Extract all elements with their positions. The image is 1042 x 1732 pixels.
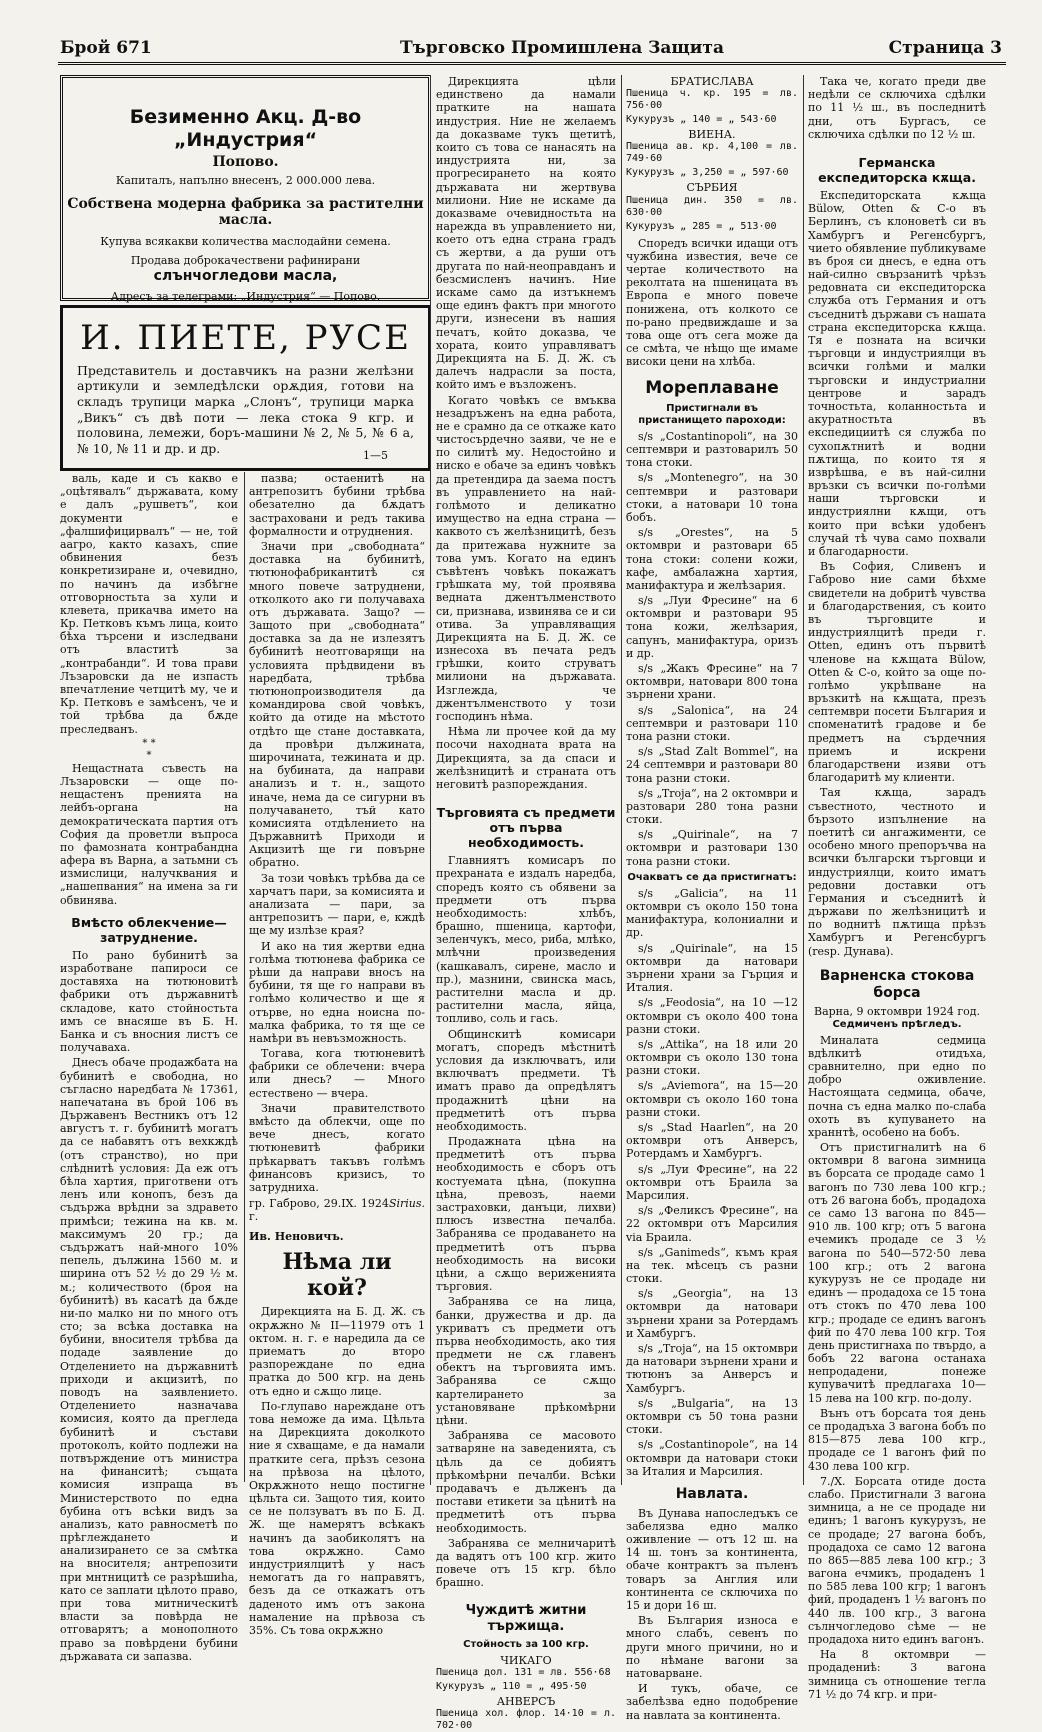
ship-entry: s/s „Galicia“, на 11 октомври съ около 150 тона манифактура, колониални и др. (626, 886, 798, 940)
heading-varnenska-borsa: Варненска стокова борса (819, 967, 975, 1001)
article-germanska-2: Въ София, Сливенъ и Габрово ние сами бѣхме свидетели на добритѣ чувства и благодарствения, съ които въ търговците и индустриялцитѣ преди г. Otten, единъ отъ първитѣ членове на кѫщата Bülow, Otten & C-o, който за още по-голѣмо укрѣпване на връзкитѣ на кѫщата, презъ септември посети България и споменатитѣ градове и бе предметъ на сърдечния приемъ и искрени благодарствени изяви отъ благодаритѣ му клиенти. (808, 560, 986, 785)
ship-entry: s/s „Montenegro“, на 30 септември и разтовари стоки, а натовари 10 тона бобъ. (626, 471, 798, 524)
chicago-wheat: Пшеница дол. 131 = лв. 556·68 (436, 1666, 611, 1678)
ship-entry: s/s „Troja“, на 15 октомври да натовари зърнени храни и тютюнъ за Анверсъ и Хамбургъ. (626, 1342, 798, 1395)
page-number: Страница 3 (888, 38, 1002, 58)
subheading-pristignali: Пристигнали въ пристанището пароходи: (638, 402, 786, 426)
article-nyama-5: Нѣма ли прочее кой да му посочи находната врата на Дирекцията, за да спаси и желѣзницитѣ и страната отъ неговитѣ разпореждания. (436, 725, 616, 791)
article-reporting: Споредъ всички идащи отъ чужбина известия, вече се чертае количеството на реколтата на пшеницата въ Европа е много повече понижена, отъ колкото се по-рано предвиждаше и за това още отъ сега може да се смѣта, че нѣщо ще имаме високи цени на хлѣба. (626, 236, 798, 369)
ship-entry: s/s „Bulgaria“, на 13 октомври съ 50 тона разни стоки. (626, 1396, 798, 1437)
ship-entry: s/s „Феликсъ Фресине“, на 22 октомври отъ Марсилия via Браила. (626, 1204, 798, 1244)
vienna-wheat: Пшеница ав. кр. 4,100 = лв. 749·60 (626, 141, 798, 165)
article-bubini-1: По рано бубинитѣ за изработване папироси се доставяха на тютюновитѣ фабрики отъ държавнитѣ складове, като стойностьта имъ се внасяше въ Б. Н. Банка и съ вносния листъ се получаваха. (60, 948, 238, 1055)
market-antwerp: АНВЕРСЪ (496, 1694, 556, 1708)
header-rule (58, 62, 1006, 65)
ad-industria-telegram: Адресъ за телеграми: „Индустрия“ — Попово. (110, 290, 381, 304)
ship-entry: s/s „Жакъ Фресине“ на 7 октомври, натовари 800 тона зърнени храни. (626, 662, 798, 702)
ship-entry: s/s „Troja“, на 2 октомври и разтовари 280 тона разни стоки. (626, 786, 798, 827)
borsa-date: Варна, 9 октомври 1924 год. (813, 1005, 981, 1019)
asterisk-divider: * * * (142, 737, 156, 761)
subheading-sedmichen: Седмиченъ прѣгледъ. (832, 1018, 962, 1030)
heading-vmesto-oblekchenie: Вмѣсто облекчение—затруднение. (71, 914, 227, 945)
ad-piete-name: И. ПИЕТЕ, РУСЕ (80, 318, 411, 358)
ship-entry: s/s „Quirinale“, на 15 октомври да натовари зърнени храни за Гърция и Италия. (626, 941, 798, 995)
bratislava-corn: Кукурузъ „ 140 = „ 543·60 (626, 114, 777, 126)
article-navla-3: И тукъ, обаче, се забелѣзва едно подобрение на навлата за континента. (626, 1682, 798, 1722)
heading-moreplavane: Мореплаване (645, 378, 779, 399)
article-bubini-3: пазва; остаенитѣ на антрепозитъ бубини трѣбва обезателно да бѫдатъ застраховани и редъ такива формалности и отруднения. (249, 472, 425, 538)
ship-entry: s/s „Луи Фресине“ на 6 октомври и разтовари 95 тона кожи, желѣзария, сапунъ, манифактура, оризъ и др. (626, 594, 798, 660)
subheading-stoynost: Стойность за 100 кгр. (463, 1638, 589, 1650)
article-bubini-4: Значи при „свободната“ доставка на бубинитѣ, тютюнофабрикантитѣ ся много повече затруднени, отколкото ако ги получаваха отъ държавата. Защо? — Защото при „свободната“ доставка за да не излезятъ бубинитѣ неотговарящи на условията прѣдвидени въ наредбата, трѣбва тютюнопроизводителя да командирова свой човѣкъ, който да отиде на мѣстото отдѣто ще стане доставката, да провѣри дължината, широчината, тежината и др. на бубината, да направи анализъ и т. н., защото иначе, нема да се сигурни въ получаването, тъй като комисията отдѣлението на Държавнитѣ Приходи и Акцизитѣ ще ги повърне обратно. (249, 539, 425, 870)
ship-entry: s/s „Aviemora“, на 15—20 октомври съ около 160 тона разни стоки. (626, 1079, 798, 1119)
ad-industria-factory: Собствена модерна фабрика за растителни масла. (67, 195, 424, 229)
ad-industria-oil: слънчогледови масла, (153, 267, 338, 284)
article-borsa-5: На 8 октомври — продадениѣ: 3 вагона зимница съ отношение тегла 71 ½ до 74 кгр. и при- (808, 1648, 986, 1701)
page-header (60, 38, 1002, 62)
heading-navlata: Навлата. (675, 1485, 749, 1502)
article-navla-1: Въ Дунава напоследъкъ се забелязва едно малко оживление — отъ 12 ш. на 14 ш. тонъ за континента, обаче контрактъ за пъленъ товаръ за Англия или континента се сключиха по 15 и дори 16 ш. (626, 1506, 798, 1612)
ship-entry: s/s „Georgia“, на 13 октомври да натовари зърнени храни за Ротердамъ и Хамбургъ. (626, 1287, 798, 1340)
ad-industria (60, 75, 431, 304)
article-targoviya-6: Забранява се мелничаритѣ да вадятъ отъ 100 кгр. жито повече отъ 15 кгр. бѣло брашно. (436, 1536, 616, 1590)
dateline (249, 1197, 425, 1223)
ship-entry: s/s „Attika“, на 18 или 20 октомври съ около 130 тона разни стоки. (626, 1037, 798, 1078)
column-1 (60, 472, 238, 1663)
signature-sirius: Sirius. (388, 1197, 425, 1211)
article-targoviya-2: Общинскитѣ комисари могатъ, споредъ мѣстнитѣ условия да изключватъ, или включватъ предмети. Тѣ иматъ право да опредѣлятъ продажнитѣ цѣни на предметитѣ отъ първа необходимость. (436, 1027, 616, 1133)
heading-chuzhdite-tarzhishta: Чуждитѣ житни тържища. (465, 1603, 587, 1635)
serbia-wheat: Пшеница дин. 350 = лв. 630·00 (626, 194, 798, 218)
chicago-corn: Кукурузъ „ 110 = „ 495·50 (436, 1680, 587, 1692)
article-lazarovski-end: валь, каде и съ какво е „оцѣтявалъ“ държавата, кому е далъ „рушветъ“, кои документи е „фалшифицирвалъ“ — не, той аагро, както казахъ, спие обвинения безъ конкретизиране и, очевидно, по начинъ да избѣгне отговорностьта за хули и клевета, прикачва името на Кр. Петковъ къмъ лица, които бѣха търсени и изследвани отъ властитѣ за „контрабанди“. И това прави Лъзаровски да не изпасть впечатление четцитѣ му, че и Кр. Петковъ е замѣсенъ, че и той трѣбва да бѫде преследванъ. (60, 472, 238, 736)
article-nyama-4: Когато човѣкъ се вмъква незадръженъ на една работа, не е срамно да се откаже като чистосърдечно заяви, че не е по силитѣ му. Недостойно и ниско е обаче за единъ човѣкъ да претендира да заема постъ въ управлението на най-голѣмото и деликатно имущество на една страна — каквото съ желѣзницитѣ, безъ да притежава нужните за това умъ. Когато на единъ съвѣтенъ човѣкъ покажатъ грѣшката му, той проявява ведната джентълменството си, признава, извинява се и си отива. За управляващия Дирекцията на Б. Д. Ж. се изнесоха въ печата редъ грѣшки, които струватъ милиони на държавата. Изглежда, че джентълменството у този господинъ нѣма. (436, 393, 616, 723)
article-bubini-7: Тогава, кога тютюневитѣ фабрики се облечени: вчера или днесь? — Много естествено — вчера. (249, 1047, 425, 1100)
article-borsa-1: Миналата седмица вдѣлкитѣ отидъха, сравнително, при едно по добро оживление. Настоящата седмица, обаче, почна съ една малко по-слаба охоть въ купуването на храннтѣ, особено на бобъ. (808, 1033, 986, 1139)
column-rule-3 (621, 75, 622, 1485)
ad-industria-capital: Капиталъ, напълно внесенъ, 2 000.000 лева. (115, 174, 376, 188)
heading-targoviyata: Търговията съ предмети отъ първа необходимость. (436, 805, 616, 851)
ad-piete-number: 1—5 (363, 448, 388, 462)
issue-number: Брой 671 (60, 38, 152, 58)
article-targoviya-1: Главниятъ комисаръ по прехраната е издалъ наредба, споредъ която съ обявени за предмети отъ първа необходимость: хлѣбъ, брашно, пшеница, картофи, зеленчукъ, месо, риба, млѣко, млѣчни произведения (кашкавалъ, сирене, масло и пр.), мазнини, свинска мась, растителни масла и др. растителни масла, яйца, топливо, соль и гась. (436, 854, 616, 1026)
ship-entry: s/s „Feodosia“, на 10 —12 октомври съ около 400 тона разни стоки. (626, 996, 798, 1036)
ad-piete-text: Представитель и доставчикъ на разни желѣзни артикули и земледѣлски орѫдия, готови на складъ трупици марка „Слонъ“, трупици марка „Викъ“ съ двѣ поти — лека стока 9 кгр. и половина, лемежи, боръ-машини № 2, № 5, № 6 а, № 10, № 11 и др. и др. (77, 362, 414, 456)
market-bratislava: БРАТИСЛАВА (670, 75, 754, 88)
arrived-ships-list (626, 430, 798, 868)
ship-entry: s/s „Луи Фресине“, на 22 октомври отъ Браила за Марсилия. (626, 1162, 798, 1202)
article-germanska-1: Експедиторската кѫща Bülow, Otten & C-o въ Берлинъ, съ клоноветѣ си въ Хамбургъ и Регенсбургъ, чието обявление публикуваме въ броя си днесъ, е една отъ най-силно свързанитѣ чрѣзъ редовната си експедиторска служба отъ Германия и отъ съседнитѣ държави съ нашата страна експедиторска кѫща. Тя е позната на всички търговци и индустриялци въ всички голѣми и малки търговски и индустриални центрове и зарадъ точностьта, коланностьта и акуратностьта въ експедициитѣ ся служба по сухопѫтнитѣ и водни пѫтища, по които тя я изврѣшва, е въ най-силни връзки съ всички по-голѣми наши търговски и индустриялни кѫщи, отъ които при всѣки удобенъ случай тѣ чува само похвали и благодарности. (808, 188, 986, 558)
heading-nyama-li-koi: Нѣма ли кой? (282, 1248, 392, 1302)
dateline-place: гр. Габрово, 29.IX. 1924 г. (249, 1197, 389, 1224)
antwerp-wheat: Пшеница хол. флор. 14·10 = л. 702·00 (436, 1708, 616, 1731)
article-bubini-8: Значи правителството вмѣсто да облекчи, още по вече днесъ, когато тютюневитѣ фабрики прѣкарватъ такъвъ голѣмъ финансовъ кризисъ, то затрудниха. (249, 1101, 425, 1194)
article-borsa-2: Отъ пристигналитѣ на 6 октомври 8 вагона зимница въ борсата се продаде само 1 вагонъ по 730 лева 100 кгр.; отъ 26 вагона бобъ, продадоха се само 13 вагона по 845—910 лв. 100 кгр; отъ 5 вагона ечемикъ продаде се 3 ½ вагона по 540—572·50 лева 100 кгр.; отъ 2 вагона кукурузъ не се продаде ни единъ — продадоха се 15 тона отъ стокъ по 470 лева 100 кгр.; продаде се единъ вагонъ фий по 470 лева 100 кгр. Тоя день пристигнаха по твърдо, а бобъ 22 вагона останаха непродадени, понеже купувачитѣ предлагаха 10—15 лева на 100 кгр. по-долу. (808, 1141, 987, 1405)
serbia-corn: Кукурузъ „ 285 = „ 513·00 (626, 220, 777, 232)
expected-ships-list (626, 887, 798, 1478)
article-borsa-3: Вънъ отъ борсата тоя день се продадъха 3 вагона бобъ по 815—875 лева 100 кгр., продаде се 1 вагонъ фий по 430 лева 100 кгр. (808, 1406, 986, 1473)
ad-industria-buys: Купува всякакви количества маслодайни семена. (100, 235, 391, 249)
ad-industria-sells: Продава доброкачествени рафинирани (130, 254, 361, 268)
newspaper-title: Търговско Промишлена Защита (400, 38, 724, 58)
ad-industria-name: Безименно Акц. Д-во „Индустрия“ (129, 106, 362, 151)
ship-entry: s/s „Salonica“, на 24 септември и разтовари 110 тона разни стоки. (626, 703, 798, 743)
ship-entry: s/s „Costantinopoli“, на 30 септември и разтоварилъ 50 тона стоки. (626, 429, 798, 470)
ship-entry: s/s „Stad Haarlen“, на 20 октомври отъ Анверсъ, Ротердамъ и Хамбургъ. (626, 1121, 798, 1161)
ad-piete (60, 305, 431, 471)
column-3 (436, 75, 616, 1731)
ship-entry: s/s „Stad Zalt Bommel“, на 24 септември и разтовари 80 тона разни стоки. (626, 745, 798, 785)
author-nenovich: Ив. Неновичъ. (249, 1229, 344, 1243)
article-nyama-2: По-глупаво нареждане отъ това неможе да има. Цѣльта на Дирекцията доколкото ние я схващаме, е да намали пратките сега, прѣзъ сезона на прѣвоза на цѣлото, Окрѫжното нещо постигне цѣльта си. Защото тия, които се не ползуватъ въ по Б. Д. Ж. ще намерятъ всѣкакъ начинъ да заобиколятъ на това окрѫжно. Само индустриялцитѣ у насъ немогатъ да го направятъ, безъ да се откажатъ отъ даденото имъ отъ закона намаление на прѣвоза съ 35%. Съ това окрѫжно (249, 1399, 425, 1637)
column-4 (626, 75, 798, 1722)
article-germanska-3: Тая кѫща, зарадъ съвестното, честното и бързото изпълнение на поетитѣ си ангажименти, се особено много препоръчва на всички български търговци и индустриялци, които иматъ редовни доставки отъ Германия и съседнитѣ ѝ държави по желѣзницитѣ и по воднитѣ пѫтища прѣзъ Хамбургъ и Регенсбургъ (resp. Дунава). (808, 786, 986, 958)
ship-entry: s/s „Orestes“, на 5 октомври и разтовари 65 тона стоки: солени кожи, кафе, амбалажна хартия, манифактура и желѣзария. (626, 526, 798, 592)
article-bubini-6: И ако на тия жертви една голѣма тютюнева фабрика се рѣши да направи вносъ на бубини, тя ще го направи въ голѣмо количество и ще я отърве, но една ноисна по-малка фабрика, то тя ще се намѣри въ невъзможность. (249, 939, 425, 1045)
column-rule-2 (430, 75, 431, 1485)
article-targoviya-5: Забранява се масовото затваряне на заведенията, съ цѣль да се добиятъ прѣкомѣрни печалби. Всѣки продавачъ е дълженъ да постави етикети за цѣнитѣ на предметитѣ отъ първа необходимость. (436, 1429, 616, 1535)
article-nyama-3: Дирекцията цѣли единствено да намали пратките на нашата индустрия. Ние не желаемъ да доказваме тукъ щетитѣ, които съ това се нанасять на индустрията ни, за прогресирането на която държавата ни жертвува милиони. Ние не искаме да доказваме очевидностьта на нарежда въ управлението ни, което отъ една страна градъ съ жертви, а да руши отъ другата по най-неоправданъ и безсмисленъ начинъ. Ние искаме само да изтъкнемъ още единъ фактъ при многото други, изнесени въ нашия печатъ, който доказва, че хората, които управляватъ Дирекцията на Б. Д. Ж. съ далечъ надрасли за поста, който имъ е възложенъ. (436, 75, 616, 392)
ship-entry: s/s „Costantinopole“, на 14 октомври да натовари стоки за Италия и Марсилия. (626, 1438, 798, 1478)
column-2 (249, 472, 425, 1637)
article-targoviya-4: Забранява се на лица, банки, дружества и др. да укриватъ съ предмети отъ първа необходимость, ако тия предмети не сѫ главенъ обектъ на търговията имъ. Забранява се сѫщо картелирането за установяване прѣкомѣрни цѣни. (436, 1295, 616, 1427)
article-navla-2: Въ България износа е много слабъ, севенъ по други много причини, но и по нѣмане вагони за натоварване. (626, 1614, 798, 1680)
ad-industria-city: Попово. (212, 153, 279, 170)
article-bubini-5: За този човѣкъ трѣбва да се харчатъ пари, за комисията и анализата — пари, за антрепозитъ — пари, е, кждѣ ще му излѣзе края? (249, 871, 425, 938)
article-targoviya-3: Продажната цѣна на предметитѣ отъ първа необходимость е сборъ отъ костуемата цѣна, (покупна цѣна, превозъ, наеми застраховки, данъци, лихви) плюсъ известна печалба. Забранява се продаването на предметитѣ отъ първа необходимость на високи цѣни, а сѫщо вериженията търговия. (436, 1135, 616, 1294)
column-rule-4 (803, 75, 804, 1485)
market-serbia: СЪРБИЯ (686, 181, 738, 195)
article-navla-4: Така че, когато преди две недѣли се сключиха сдѣлки по 11 ½ ш., въ последнитѣ дни, отъ Бургасъ, се сключиха сдѣлки по 12 ½ ш. (808, 75, 986, 141)
article-nyama-1: Дирекцията на Б. Д. Ж. съ окрѫжно № II—11979 отъ 1 октом. н. г. е наредила да се приематъ до второ разпореждане по една пратка до 500 кгр. на день отъ едно и сѫщо лице. (249, 1305, 425, 1398)
column-5 (808, 75, 987, 1701)
article-lazarovski-2: Нещастната съвесть на Лъзаровски — още по-нещастенъ пренията на лейбъ-органа на демократическата партия отъ София да проветли въпроса по фамозната контрабандна афера въ Варна, а затьмни съ измислици, налучквания и „нашепвания“ на имена за ги обвинява. (60, 761, 238, 907)
heading-germanska-kashta: Германска експедиторска кѫща. (818, 154, 976, 185)
article-bubini-2: Днесъ обаче продажбата на бубинитѣ е свободна, но съгласно наредбата № 17361, напечатана въ брой 106 въ Държавенъ Вестникъ отъ 12 августъ т. г. бубинитѣ могатъ да се набавятъ отъ вехкждѣ (отъ странство), но при слѣднитѣ условия: Да еж отъ бѣла хартия, приготвени отъ ленъ или конопъ, безъ да съдържа врѣдни за здравето примѣси; тежина на кв. м. максимумъ 20 гр.; да съдържатъ най-много 10% пепель, дължина 1560 м. и ширина отъ 52 ½ до 29 ½ м. м.; количеството (броя на бубинитѣ) въ касатѣ да бѫде ни-по малко ни по много отъ сто; за всѣка доставка на бубини, вносителя трѣбва да подаде заявление до Отделението на държавнитѣ приходи и акцизитѣ, по поводъ на заявлението. Отделението назначава комисия, която да прегледа бубинитѣ и състави протоколъ, който подлежи на потвърждение отъ министра на финанситѣ; същата комисия изпраща въ Министерството по една бубина отъ всѣки видъ за анализъ, като равносметѣ по прѣглеждането и анализирането се за смѣтка на вносителя; антрепозити при мнтницитѣ се разрѣшиhа, като се заплати цѣлото право, при това митническитѣ власти за повѣрда не отговарятъ; а монополното право за повѣрдени бубини държавата си запазва. (60, 1056, 238, 1663)
subheading-ochakvat: Очакватъ се да пристигнатъ: (627, 871, 797, 883)
article-borsa-4: 7./X. Борсата отиде доста слабо. Пристигнали 3 вагона зимница, а не се продаде ни единъ; 1 вагонъ кукурузъ, не се продаде; 27 вагона бобъ, продадоха се само 12 вагона по 865—885 лева 100 кгр.; 3 вагона ечмикъ, продаденъ 1 по 585 лева 100 кгр; 1 вагонъ фий, продаденъ 1 ½ вагонъ по 440 лв. 100 кгр., 3 вагона сълнчогледово сѣме — не продадоха нито единъ вагонъ. (808, 1474, 986, 1647)
ship-entry: s/s „Ganimeds“, къмъ края на тек. мѣсецъ съ разни стоки. (626, 1245, 798, 1286)
market-chicago: ЧИКАГО (500, 1653, 552, 1667)
bratislava-wheat: Пшеница ч. кр. 195 = лв. 756·00 (626, 88, 798, 112)
column-rule-1 (244, 472, 245, 1482)
vienna-corn: Кукурузъ „ 3,250 = „ 597·60 (626, 167, 789, 179)
ship-entry: s/s „Quirinale“, на 7 октомври и разтовари 130 тона разни стоки. (626, 828, 798, 868)
market-vienna: ВИЕНА. (688, 128, 736, 142)
